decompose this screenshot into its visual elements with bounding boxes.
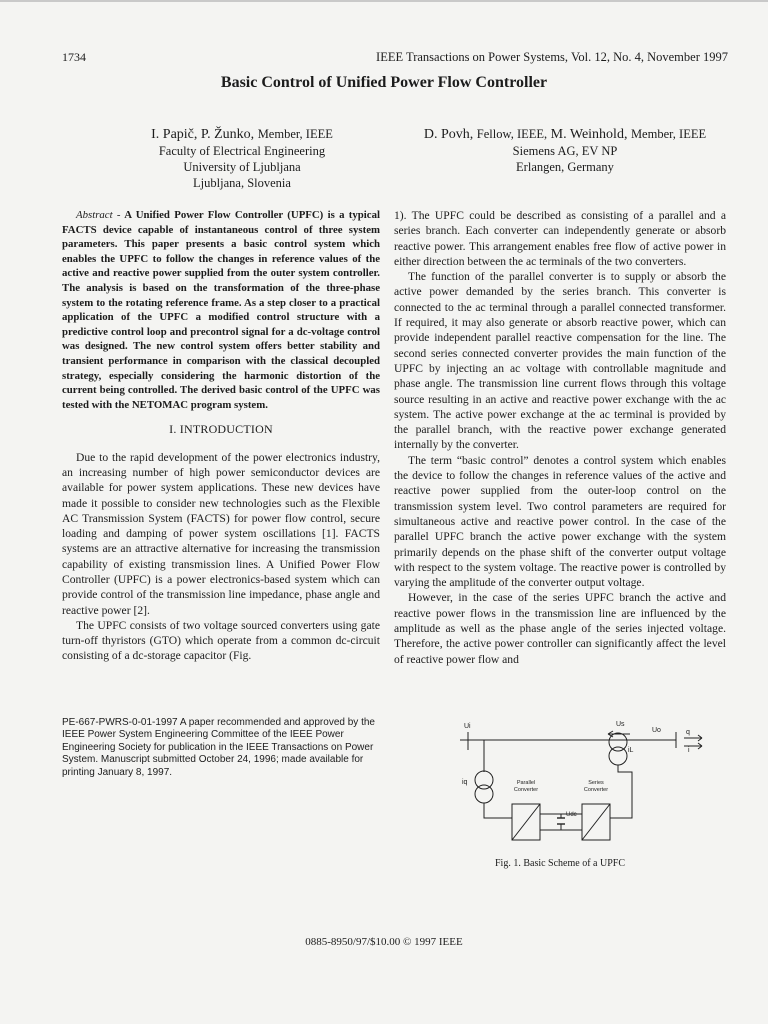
body-paragraph: The term “basic control” denotes a control system which enables the device to follow the changes in reference values of the active and reactive power supplied from the outer-loop control on the transmission system level. Two control parameters are required for simultaneous active and reactive power control. In the case of the parallel UPFC branch the active power exchange with the system primarily depends on the phase shift of the converter output voltage with respect to the system voltage. The reactive power is controlled by varying the amplitude of the converter output voltage. — [394, 453, 726, 590]
affiliation-line: University of Ljubljana — [183, 160, 301, 174]
author-names: I. Papič, P. Žunko, — [151, 127, 255, 142]
author-membership: Fellow, IEEE, — [476, 127, 548, 141]
parallel-converter-label: Converter — [513, 787, 539, 793]
journal-header: IEEE Transactions on Power Systems, Vol. 12, No. 4, November 1997 — [376, 50, 728, 64]
label-udc: Udc — [566, 812, 577, 818]
abstract-text: A Unified Power Flow Controller (UPFC) is a typical FACTS device capable of instantaneous control of three system parameters. This paper presents a basic control system which enables the UPFC to follow the changes in reference values of the active and reactive power supplied from the outer system controller. The analysis is based on the transformation of the three-phase system to the rotating reference frame. As a step closer to a practical application of the UPFC a modified control structure with a predictive control loop and precontrol signal for a dc-voltage control was designed. The new control system offers better stability and transient performance in comparison with the classical decoupled strategy, especially considering the harmonic distortion of the current being controlled. The derived basic control of the UPFC was tested with the NETOMAC program system. — [62, 209, 380, 411]
figure-caption: Fig. 1. Basic Scheme of a UPFC — [495, 858, 625, 869]
paper-title: Basic Control of Unified Power Flow Controller — [220, 74, 548, 91]
parallel-converter-diagonal — [512, 804, 540, 840]
body-paragraph: However, in the case of the series UPFC branch the active and reactive power flows in the transmission line are influenced by the amplitude as well as the phase angle of the series injected voltage. Therefore, the active power controller can significantly affect the level of reactive power flow and — [394, 591, 726, 666]
series-transformer-secondary — [609, 747, 627, 765]
label-iq: iq — [462, 779, 468, 786]
abstract — [62, 208, 380, 412]
affiliation-line: Faculty of Electrical Engineering — [158, 144, 326, 158]
right-column — [394, 208, 726, 667]
label-il: iL — [628, 747, 634, 754]
shunt-transformer-secondary — [475, 785, 493, 803]
label-q: q — [686, 729, 690, 736]
affiliation-line: Erlangen, Germany — [516, 160, 614, 174]
footnote: PE-667-PWRS-0-01-1997 A paper recommended and approved by the IEEE Power System Engineering Committee of the IEEE Power Engineering Society for publication in the IEEE Transactions on Power System. Manuscript submitted October 24, 1996; made available for printing January 8, 1997. — [62, 717, 375, 778]
series-converter-diagonal — [582, 804, 610, 840]
shunt-transformer-primary — [475, 771, 493, 789]
body-paragraph: The UPFC consists of two voltage sourced converters using gate turn-off thyristors (GTO) which operate from a common dc-circuit consisting of a dc-storage capacitor (Fig. — [62, 618, 380, 663]
body-paragraph: Due to the rapid development of the power electronics industry, an increasing number of high power semiconductor devices are available for power system applications. These new devices have made it possible to consider new technologies such as the Flexible AC Transmission System (FACTS) for power flow control, secure loading and damping of power system oscillations [1]. FACTS systems are an attractive alternative for increasing the transmission capability of existing transmission lines. A Unified Power Flow Controller (UPFC) is a power electronics-based system which can provide control of the transmission line impedance, phase angle and reactive power [2]. — [62, 450, 380, 617]
author-name: D. Povh, — [423, 127, 474, 142]
upfc-scheme-figure — [440, 712, 720, 862]
series-wiring — [610, 765, 632, 818]
label-uo: Uo — [652, 727, 661, 734]
parallel-converter-label: Parallel — [516, 780, 536, 786]
label-i: i — [688, 747, 690, 754]
abstract-lead: Abstract - — [76, 209, 121, 221]
label-us: Us — [616, 721, 625, 728]
label-ui: Ui — [464, 723, 471, 730]
body-paragraph: The function of the parallel converter is to supply or absorb the active power demanded by the series branch. This converter is connected to the ac terminal through a parallel connected transformer. If required, it may also generate or absorb reactive power, which can provide independent parallel reactive compensation for the line. The second series connected converter provides the main function of the UPFC by injecting an ac voltage with controllable magnitude and phase angle. The transmission line current flows through this voltage source resulting in an active and reactive power exchange with the ac system. The active power exchange at the ac terminal is provided by the parallel branch, with the reactive power exchange generated internally by the converter. — [394, 270, 726, 452]
author-names-left — [112, 126, 372, 143]
authors-right — [410, 126, 720, 175]
author-name: M. Weinhold, — [550, 127, 628, 142]
section-heading: I. INTRODUCTION — [169, 422, 273, 437]
author-names-right — [410, 126, 720, 143]
series-converter-label: Series — [588, 780, 604, 786]
affiliation-line: Ljubljana, Slovenia — [193, 176, 291, 190]
left-column — [62, 208, 380, 664]
series-converter-label: Converter — [583, 787, 609, 793]
author-membership: Member, IEEE — [257, 127, 333, 141]
author-membership: Member, IEEE — [630, 127, 707, 141]
authors-left — [112, 126, 372, 191]
affiliation-line: Siemens AG, EV NP — [512, 144, 618, 158]
copyright-line: 0885-8950/97/$10.00 © 1997 IEEE — [305, 936, 463, 948]
page-number: 1734 — [62, 50, 86, 64]
top-border — [0, 0, 768, 2]
body-paragraph: 1). The UPFC could be described as consisting of a parallel and a series branch. Each converter can independently generate or absorb reactive power. This arrangement enables free flow of active power in either direction between the ac terminals of the two converters. — [394, 209, 726, 268]
shunt-wiring — [484, 803, 512, 818]
